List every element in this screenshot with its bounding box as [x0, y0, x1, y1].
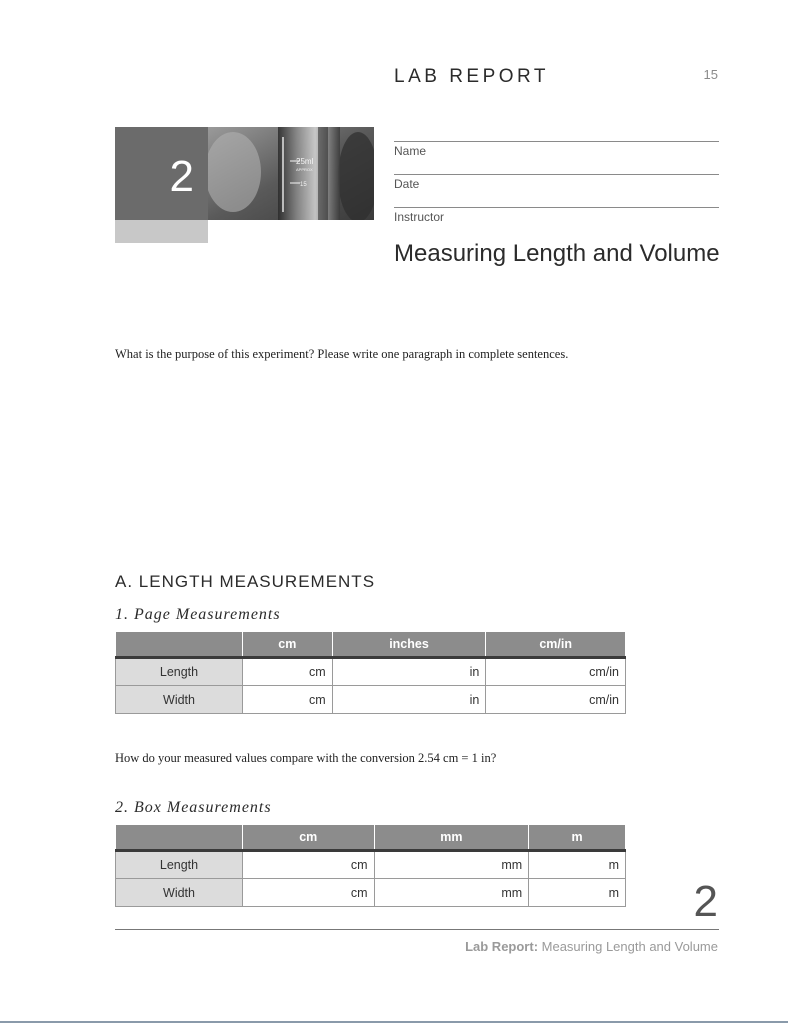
answer-cell[interactable]: cm/in [486, 658, 626, 686]
footer-divider [115, 929, 719, 930]
table-row [116, 851, 626, 879]
footer-chapter-number: 2 [693, 877, 718, 926]
table-row [116, 686, 626, 714]
row-label: Length [116, 851, 243, 879]
table-header-row [116, 825, 626, 851]
column-header: cm [243, 632, 333, 658]
corner-cell [116, 825, 243, 851]
column-header: m [529, 825, 626, 851]
section-a-heading: A. LENGTH MEASUREMENTS [115, 572, 376, 591]
answer-cell[interactable]: in [332, 658, 486, 686]
name-label: Name [394, 144, 427, 158]
name-field[interactable] [394, 141, 719, 158]
row-label: Length [116, 658, 243, 686]
instructor-field[interactable] [394, 207, 719, 224]
page-measurements-heading: 1. Page Measurements [115, 606, 281, 623]
beaker-photo [208, 127, 374, 220]
page-measurements-table [115, 631, 626, 714]
chapter-badge [115, 127, 208, 220]
date-field[interactable] [394, 174, 719, 191]
answer-cell[interactable]: m [529, 851, 626, 879]
beaker-approx-mark: APPROX [296, 167, 313, 172]
column-header: mm [374, 825, 529, 851]
table-row [116, 658, 626, 686]
answer-cell[interactable]: mm [374, 879, 529, 907]
answer-cell[interactable]: m [529, 879, 626, 907]
row-label: Width [116, 686, 243, 714]
column-header: inches [332, 632, 486, 658]
chapter-number: 2 [169, 152, 194, 201]
beaker-volume-mark: 25ml [296, 157, 314, 166]
page-label: LAB REPORT [394, 66, 550, 87]
box-measurements-table [115, 824, 626, 907]
table-row [116, 879, 626, 907]
column-header: cm/in [486, 632, 626, 658]
beaker-illustration [208, 127, 374, 220]
table-header-row [116, 632, 626, 658]
column-header: cm [243, 825, 375, 851]
corner-cell [116, 632, 243, 658]
compare-question: How do your measured values compare with the conversion 2.54 cm = 1 in? [115, 751, 497, 765]
beaker-scale-mark: 15 [300, 182, 307, 188]
box-measurements-heading: 2. Box Measurements [115, 799, 272, 816]
instructor-label: Instructor [394, 210, 445, 224]
answer-cell[interactable]: cm [243, 879, 375, 907]
answer-cell[interactable]: cm [243, 686, 333, 714]
page-number: 15 [703, 67, 718, 82]
answer-cell[interactable]: cm [243, 658, 333, 686]
report-title: Measuring Length and Volume [394, 240, 720, 267]
page-bottom-edge [0, 1021, 788, 1023]
date-label: Date [394, 177, 420, 191]
purpose-question: What is the purpose of this experiment? Please write one paragraph in complete sentences. [115, 347, 569, 361]
footer-label [465, 939, 718, 954]
row-label: Width [116, 879, 243, 907]
answer-cell[interactable]: cm/in [486, 686, 626, 714]
footer-label-bold: Lab Report: [465, 939, 539, 954]
footer-label-text: Measuring Length and Volume [538, 939, 718, 954]
chapter-strip [115, 220, 208, 243]
answer-cell[interactable]: in [332, 686, 486, 714]
answer-cell[interactable]: mm [374, 851, 529, 879]
answer-cell[interactable]: cm [243, 851, 375, 879]
